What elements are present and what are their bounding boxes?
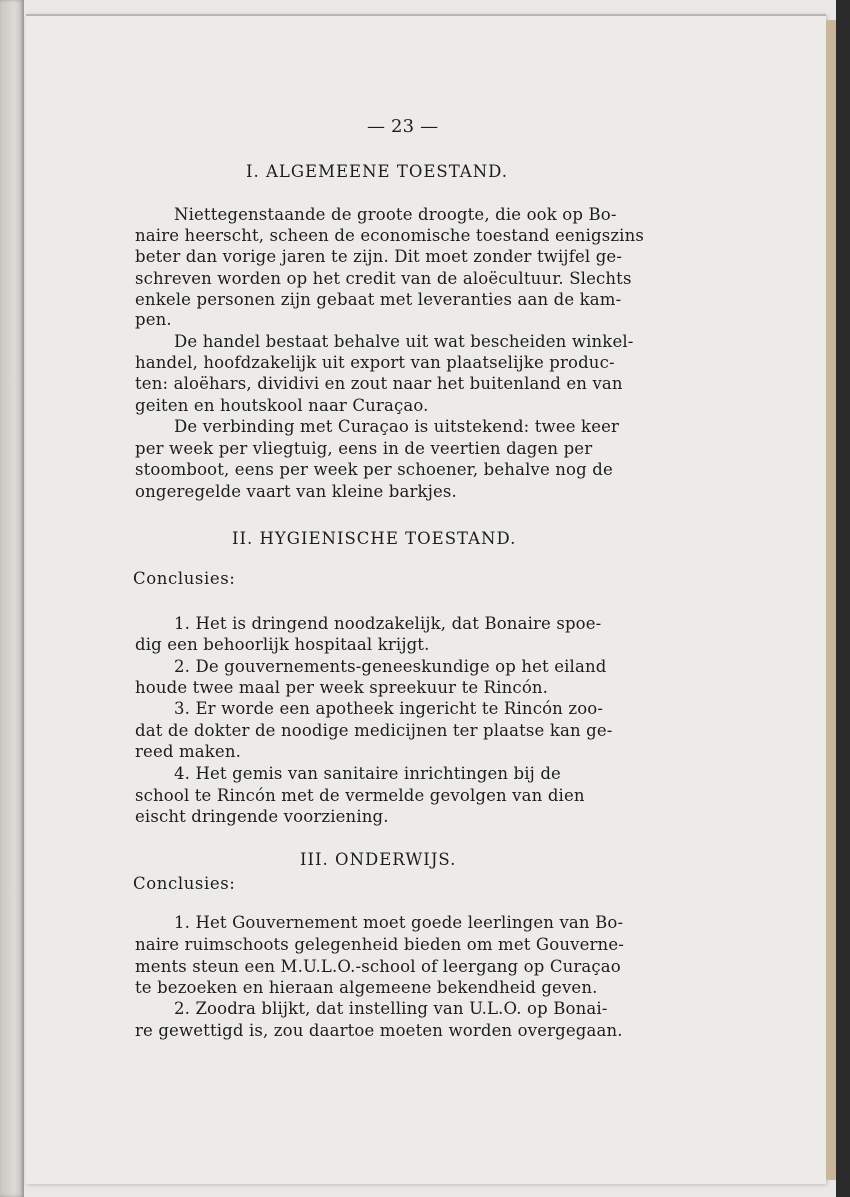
text-line: enkele personen zijn gebaat met leveranties aan de kam- [135,290,622,309]
list-item-line: houde twee maal per week spreekuur te Rincón. [135,678,549,697]
page-edge [826,20,836,1180]
text-line: beter dan vorige jaren te zijn. Dit moet zonder twijfel ge- [135,247,623,266]
text-line: ongeregelde vaart van kleine barkjes. [135,482,457,501]
list-item-line: 3. Er worde een apotheek ingericht te Rincón zoo- [174,699,604,718]
text-line: pen. [135,310,172,329]
list-item-line: te bezoeken en hieraan algemeene bekendheid geven. [135,978,598,997]
section-heading-hygienische-toestand: II. HYGIENISCHE TOESTAND. [232,529,517,548]
conclusions-label: Conclusies: [133,874,236,893]
list-item-line: dat de dokter de noodige medicijnen ter plaatse kan ge- [135,721,613,740]
list-item-line: 4. Het gemis van sanitaire inrichtingen bij de [174,764,561,783]
list-item-line: dig een behoorlijk hospitaal krijgt. [135,635,430,654]
text-line: schreven worden op het credit van de aloëcultuur. Slechts [135,269,632,288]
conclusions-label: Conclusies: [133,569,236,588]
list-item-line: 2. Zoodra blijkt, dat instelling van U.L.O. op Bonai- [174,999,608,1018]
text-line: naire heerscht, scheen de economische toestand eenigszins [135,226,644,245]
list-item-line: 2. De gouvernements-geneeskundige op het eiland [174,657,607,676]
list-item-line: reed maken. [135,742,241,761]
text-line: per week per vliegtuig, eens in de veertien dagen per [135,439,593,458]
list-item-line: re gewettigd is, zou daartoe moeten worden overgegaan. [135,1021,623,1040]
text-line: De verbinding met Curaçao is uitstekend: twee keer [174,417,620,436]
page-top-edge [26,14,826,16]
list-item-line: 1. Het is dringend noodzakelijk, dat Bonaire spoe- [174,614,602,633]
list-item-line: school te Rincón met de vermelde gevolgen van dien [135,786,585,805]
text-line: De handel bestaat behalve uit wat bescheiden winkel- [174,332,634,351]
list-item-line: naire ruimschoots gelegenheid bieden om met Gouverne- [135,935,624,954]
scan-border [836,0,850,1197]
section-heading-algemeene-toestand: I. ALGEMEENE TOESTAND. [246,162,509,181]
page-number: — 23 — [367,116,439,137]
list-item-line: ments steun een M.U.L.O.-school of leergang op Curaçao [135,957,621,976]
list-item-line: eischt dringende voorziening. [135,807,389,826]
text-line: handel, hoofdzakelijk uit export van plaatselijke produc- [135,353,615,372]
section-heading-onderwijs: III. ONDERWIJS. [300,850,457,869]
text-line: ten: aloëhars, dividivi en zout naar het buitenland en van [135,374,623,393]
book-gutter [0,0,24,1197]
list-item-line: 1. Het Gouvernement moet goede leerlingen van Bo- [174,913,624,932]
text-line: Niettegenstaande de groote droogte, die ook op Bo- [174,205,617,224]
text-line: geiten en houtskool naar Curaçao. [135,396,429,415]
text-line: stoomboot, eens per week per schoener, behalve nog de [135,460,613,479]
